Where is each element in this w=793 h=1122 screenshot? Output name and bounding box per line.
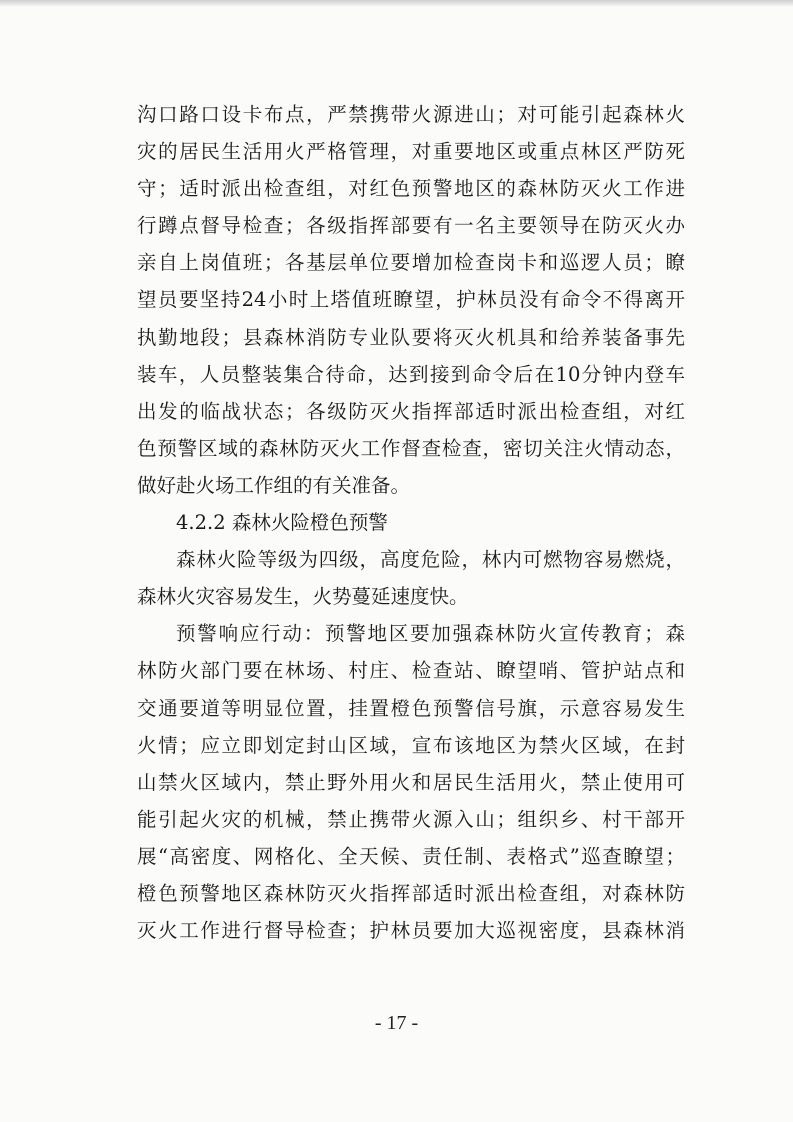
text-line: 山禁火区域内，禁止野外用火和居民生活用火，禁止使用可	[137, 770, 685, 794]
text-line: 行蹲点督导检查；各级指挥部要有一名主要领导在防灭火办	[137, 214, 685, 238]
text-line: 亲自上岗值班；各基层单位要增加检查岗卡和巡逻人员；瞭	[137, 251, 685, 275]
text-line: 展“高密度、网格化、全天候、责任制、表格式”巡查瞭望；	[137, 844, 685, 868]
text-line: 守；适时派出检查组，对红色预警地区的森林防灭火工作进	[137, 177, 685, 201]
text-line: 灾的居民生活用火严格管理，对重要地区或重点林区严防死	[137, 140, 685, 164]
section-heading: 4.2.2 森林火险橙色预警	[176, 511, 388, 535]
text-line: 火情；应立即划定封山区域，宣布该地区为禁火区域，在封	[137, 733, 685, 757]
text-line: 出发的临战状态；各级防灭火指挥部适时派出检查组，对红	[137, 399, 685, 423]
text-line: 森林火险等级为四级，高度危险，林内可燃物容易燃烧，	[176, 548, 685, 572]
text-line: 做好赴火场工作组的有关准备。	[137, 473, 411, 497]
text-line: 望员要坚持24小时上塔值班瞭望，护林员没有命令不得离开	[137, 288, 685, 312]
text-line: 色预警区域的森林防灭火工作督查检查，密切关注火情动态，	[137, 436, 685, 460]
text-line: 装车，人员整装集合待命，达到接到命令后在10分钟内登车	[137, 362, 685, 386]
document-body	[137, 96, 685, 949]
text-line: 橙色预警地区森林防灭火指挥部适时派出检查组，对森林防	[137, 881, 685, 905]
page-number: - 17 -	[374, 1012, 419, 1034]
text-line: 交通要道等明显位置，挂置橙色预警信号旗，示意容易发生	[137, 696, 685, 720]
scan-top-edge	[0, 0, 793, 6]
text-line: 能引起火灾的机械，禁止携带火源入山；组织乡、村干部开	[137, 807, 685, 831]
text-line: 执勤地段；县森林消防专业队要将灭火机具和给养装备事先	[137, 325, 685, 349]
text-line: 沟口路口设卡布点，严禁携带火源进山；对可能引起森林火	[137, 103, 685, 126]
text-line: 森林火灾容易发生，火势蔓延速度快。	[137, 585, 469, 609]
text-line: 灭火工作进行督导检查；护林员要加大巡视密度，县森林消	[137, 919, 685, 943]
text-line: 林防火部门要在林场、村庄、检查站、瞭望哨、管护站点和	[137, 659, 685, 683]
text-line: 预警响应行动：预警地区要加强森林防火宣传教育；森	[176, 622, 685, 646]
